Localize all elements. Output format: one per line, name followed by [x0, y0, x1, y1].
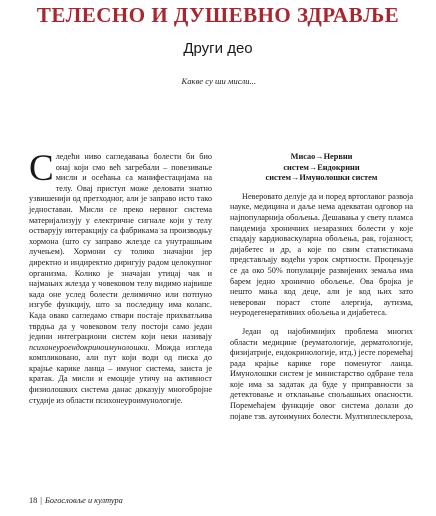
publication-name: Богословље и култура [44, 496, 123, 505]
page-footer [29, 496, 123, 505]
subsection-heading-line-2: систем→Ендокрини [283, 162, 360, 172]
italic-term: психонеуроендокриноимунолошки [29, 342, 148, 352]
section-title: ТЕЛЕСНО И ДУШЕВНО ЗДРАВЉЕ [36, 3, 400, 27]
subsection-heading-line-3: систем→Имунолошки систем [265, 173, 378, 183]
left-column [29, 148, 212, 406]
subsection-heading-line-1: Мисао→Нервни [290, 152, 353, 161]
article-subtitle: Други део [183, 40, 253, 57]
right-paragraph-1: Неверовато делује да и поред вртоглавог развоја науке, медицина и даље нема адекватан одговор на најпопуларнија обољења. Дешавања у свету пламса пандемија хроничних незаразних болести у које спадају кардиоваскуларна обољења, рак, гојазност, дијабетес и др, а које по свим статистикама представљају водећи узрок смртности. Процењује се да око 50% популације развијених земаља има барем једно хронично обољење. Ова бројка је нешто мања код деце, али је код њих зато неверован пораст стопе алергија, аутизма, неуродегенеративних обољења и дијабетеса. [230, 191, 413, 318]
left-paragraph-end: . Можда изгледа компликовано, али пут који води од писка до крајње карике ланца – имуног система, заиста је кратак. Да мисли и емоције утичу на активност физиолошких система данас доказују многобројне студије из области психонеуроимунологије. [29, 342, 212, 405]
page-number: 18 [29, 496, 38, 505]
left-paragraph-start: ледећи ниво сагледавања болести би био онај који смо већ загребали – повезивање мисли и осећања са манифестацијама на телу. Овај приступ може деловати знатно узвишенији од претходног, али је заправо исто тако једноставан. Мисли се преко нервног система материјализују у електричне сигнале који у телу остварују интеракцију са фабрикама за производњу хормона (што су заправо жлезде са унутрашњим лучењем). Хормони су толико значајни јер директно и индиректно диригују радом целокупног организма. Колико је значајан утицај чак и најмањих жлезда у човековом телу видимо највише када оне услед болести делимично или потпуно изгубе функцију, што за последицу има колапс. Када овако сагледамо ствари постаје прихватљива тврдња да у човековом телу постоји само један једини интеграциони систем који неки називају [29, 152, 212, 342]
epigraph: Какве су ши мисли... [181, 76, 256, 86]
left-paragraph [29, 148, 212, 406]
right-paragraph-2: Један од најобимнијих проблема многих области медицине (реуматологије, дерматологије, физијатрије, ендокринологије, итд.) јесте поремећај рада крајње карике горе поменутог ланца. Имунолошки систем је министарство одбране тела које има за задатак да буде у приправности за детектовање и отклањање спољашњих опасности. Поремећајем функције овог система долази до појаве тзв. аутоимуних болести. Мултиплесклероза, [230, 326, 413, 421]
right-column [230, 152, 413, 422]
drop-cap: С [29, 148, 54, 189]
subsection-heading [230, 152, 413, 184]
footer-separator: | [40, 496, 42, 505]
